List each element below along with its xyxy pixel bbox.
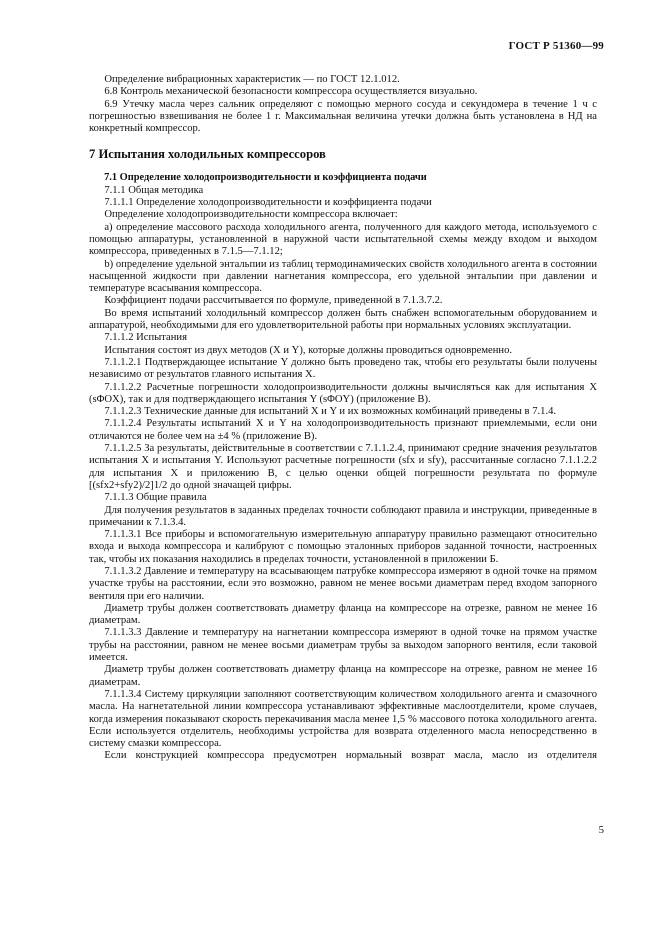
paragraph: Определение холодопроизводительности компрессора включает: <box>104 209 398 221</box>
paragraph: Во время испытаний холодильный компрессор должен быть снабжен вспомогательным оборудованием и аппаратурой, необходимыми для его удовлетворительной работы при нормальных условиях эксплуатации. <box>89 307 597 332</box>
paragraph: 7.1.1.2.3 Технические данные для испытаний X и Y и их возможных комбинаций приведены в 7.1.4. <box>104 406 557 418</box>
paragraph: Коэффициент подачи рассчитывается по формуле, приведенной в 7.1.3.7.2. <box>104 295 443 307</box>
document-body <box>89 74 597 763</box>
section-heading: 7 Испытания холодильных компрессоров <box>89 147 326 162</box>
paragraph: Если конструкцией компрессора предусмотрен нормальный возврат масла, масло из отделителя <box>104 750 597 762</box>
paragraph: 7.1.1.2.5 За результаты, действительные в соответствии с 7.1.1.2.4, принимают средние значения результатов испытания X и испытания Y. Используют расчетные погрешности (sfx и sfy), рассчитанные согласно 7.1.1.2.2 для испытания X и приложению В, с целью оценки общей погрешности результата по формуле [(sfx2+sfy2)/2]1/2 до одной значащей цифры. <box>89 443 597 491</box>
paragraph: 7.1.1.1 Определение холодопроизводительности и коэффициента подачи <box>104 197 432 209</box>
list-item: b) определение удельной энтальпии из таблиц термодинамических свойств холодильного агента в состоянии насыщенной жидкости при давлении нагнетания компрессора, его удельной энтальпии при давлении и температуре всасывания компрессора. <box>89 258 597 295</box>
paragraph: 7.1.1.3.2 Давление и температуру на всасывающем патрубке компрессора измеряют в одной точке на прямом участке трубы на расстоянии, если это возможно, равном не менее восьми диаметрам перед входом запорного вентиля при его наличии. <box>89 565 597 602</box>
standard-code-header: ГОСТ Р 51360—99 <box>508 40 604 52</box>
paragraph: 7.1.1.2 Испытания <box>104 332 187 344</box>
paragraph: 7.1.1.3 Общие правила <box>104 492 207 504</box>
subsection-heading: 7.1 Определение холодопроизводительности и коэффициента подачи <box>104 172 427 184</box>
page-number: 5 <box>598 824 604 836</box>
paragraph: Испытания состоят из двух методов (X и Y), которые должны проводиться одновременно. <box>104 344 513 356</box>
paragraph: Диаметр трубы должен соответствовать диаметру фланца на компрессоре на отрезке, равном не менее 16 диаметрам. <box>89 602 597 627</box>
paragraph: 7.1.1 Общая методика <box>104 184 204 196</box>
paragraph: Для получения результатов в заданных пределах точности соблюдают правила и инструкции, приведенные в примечании к 7.1.3.4. <box>89 504 597 528</box>
paragraph: Определение вибрационных характеристик — по ГОСТ 12.1.012. <box>104 74 400 85</box>
paragraph: 7.1.1.3.1 Все приборы и вспомогательную измерительную аппаратуру правильно размещают относительно входа и выхода компрессора и калибруют с помощью эталонных приборов заданной точности, настроенных так, чтобы их показания находились в пределах точности, установленной в приложении Б. <box>89 529 597 565</box>
paragraph: 7.1.1.2.2 Расчетные погрешности холодопроизводительности должны вычисляться как для испытания X (sΦOX), так и для подтверждающего испытания Y (sΦOY) (приложение В). <box>89 381 597 405</box>
paragraph: 7.1.1.3.3 Давление и температуру на нагнетании компрессора измеряют в одной точке на прямом участке трубы на расстоянии, равном не менее восьми диаметрам трубы за выходом запорного вентиля, если таковой имеется. <box>89 627 597 664</box>
paragraph: 7.1.1.2.4 Результаты испытаний X и Y на холодопроизводительность признают приемлемыми, если они отличаются не более чем на ±4 % (приложение В). <box>89 418 597 442</box>
paragraph: 6.9 Утечку масла через сальник определяют с помощью мерного сосуда и секундомера в течение 1 ч с погрешностью взвешивания не более 1 г. Максимальная величина утечки должна быть установлена в НД на конкретный компрессор. <box>89 98 597 135</box>
paragraph: 7.1.1.2.1 Подтверждающее испытание Y должно быть проведено так, чтобы его результаты были получены независимо от результатов главного испытания X. <box>89 356 597 381</box>
paragraph: 6.8 Контроль механической безопасности компрессора осуществляется визуально. <box>104 86 478 98</box>
paragraph: 7.1.1.3.4 Систему циркуляции заполняют соответствующим количеством холодильного агента и смазочного масла. На нагнетательной линии компрессора устанавливают эффективные маслоотделители, кроме случаев, когда измерения показывают скорость перекачивания масла менее 1,5 % массового потока холодильного агента. Если используется отделитель, необходимы устройства для возврата отделенного масла непосредственно в систему смазки компрессора. <box>89 688 597 750</box>
list-item: а) определение массового расхода холодильного агента, полученного для каждого метода, используемого с помощью аппаратуры, установленной в наружной части испытательной схемы между входом и выходом компрессора, приведенных в 7.1.5—7.1.12; <box>89 221 597 258</box>
paragraph: Диаметр трубы должен соответствовать диаметру фланца на компрессоре на отрезке, равном не менее 16 диаметрам. <box>89 664 597 688</box>
